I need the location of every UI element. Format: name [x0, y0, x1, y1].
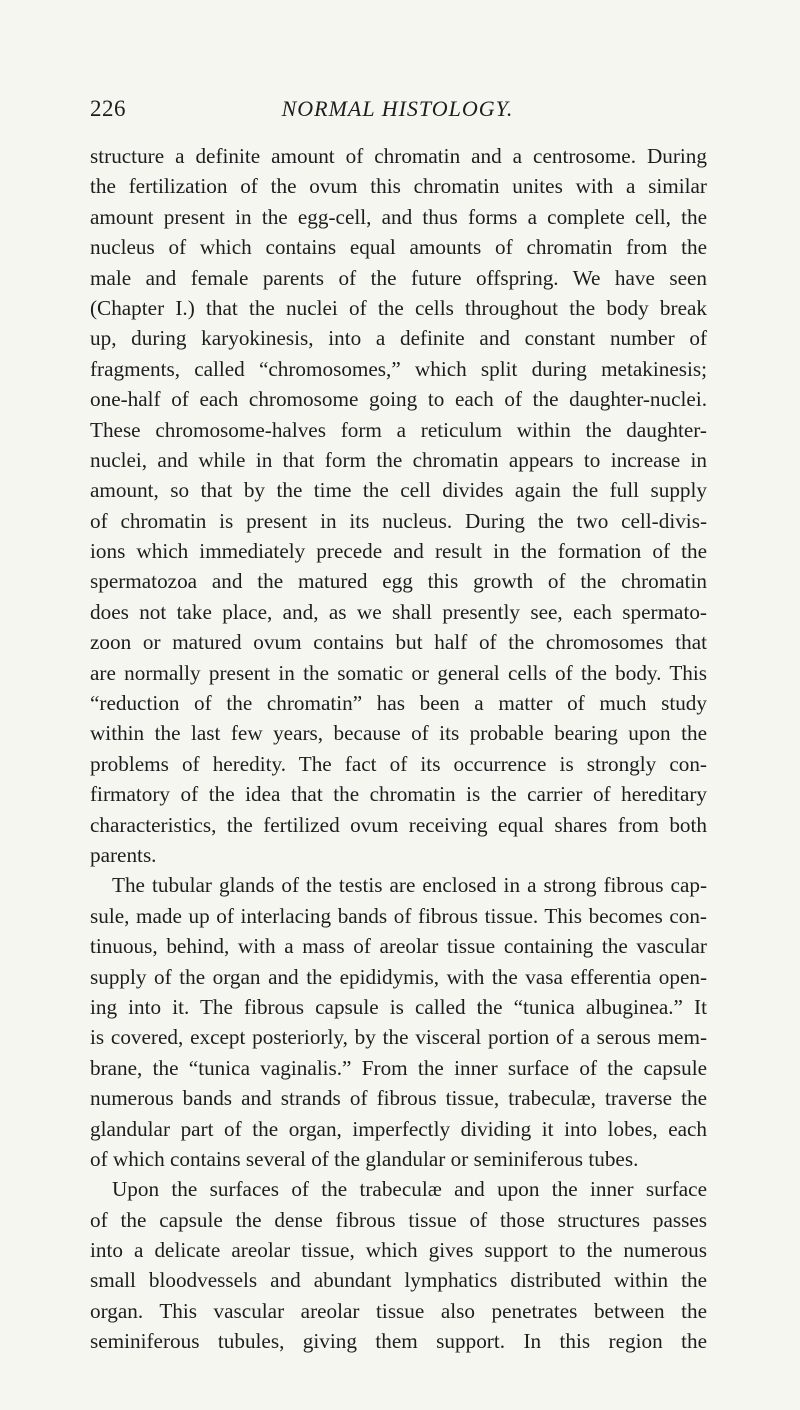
running-head: NORMAL HISTOLOGY.: [281, 96, 514, 121]
text-line: structure a definite amount of chromatin and a centrosome. During: [90, 144, 707, 168]
body-text: [90, 141, 707, 1357]
text-line: The tubular glands of the testis are enclosed in a strong fibrous cap-: [112, 873, 707, 898]
text-line: of which contains several of the glandular or seminiferous tubes.: [90, 1146, 639, 1171]
text-line: characteristics, the fertilized ovum receiving equal shares from both: [90, 812, 707, 837]
text-line: tinuous, behind, with a mass of areolar tissue containing the vascular: [90, 934, 707, 959]
text-line: numerous bands and strands of fibrous tissue, trabeculæ, traverse the: [90, 1086, 707, 1111]
text-line: amount, so that by the time the cell divides again the full supply: [90, 478, 707, 503]
text-line: spermatozoa and the matured egg this growth of the chromatin: [90, 569, 707, 594]
text-line: sule, made up of interlacing bands of fibrous tissue. This becomes con-: [90, 903, 707, 928]
text-line: of chromatin is present in its nucleus. During the two cell-divis-: [90, 508, 707, 533]
page-number: 226: [90, 96, 126, 121]
text-line: organ. This vascular areolar tissue also penetrates between the: [90, 1298, 707, 1323]
text-line: (Chapter I.) that the nuclei of the cells throughout the body break: [90, 295, 707, 320]
text-line: does not take place, and, as we shall presently see, each spermato-: [90, 599, 707, 624]
text-line: “reduction of the chromatin” has been a matter of much study: [90, 691, 707, 716]
text-line: are normally present in the somatic or general cells of the body. This: [90, 660, 707, 685]
text-line: glandular part of the organ, imperfectly dividing it into lobes, each: [90, 1116, 707, 1141]
text-line: These chromosome-halves form a reticulum within the daughter-: [90, 417, 707, 442]
text-line: problems of heredity. The fact of its occurrence is strongly con-: [90, 751, 707, 776]
text-line: nuclei, and while in that form the chromatin appears to increase in: [90, 447, 707, 472]
text-line: is covered, except posteriorly, by the visceral portion of a serous mem-: [90, 1025, 707, 1050]
text-line: the fertilization of the ovum this chromatin unites with a similar: [90, 174, 707, 199]
text-line: supply of the organ and the epididymis, with the vasa efferentia open-: [90, 964, 707, 989]
text-line: ions which immediately precede and result in the formation of the: [90, 539, 707, 564]
text-line: one-half of each chromosome going to each of the daughter-nuclei.: [90, 387, 707, 412]
text-line: small bloodvessels and abundant lymphatics distributed within the: [90, 1268, 707, 1293]
text-line: parents.: [90, 842, 157, 867]
text-line: zoon or matured ovum contains but half of the chromosomes that: [90, 630, 707, 655]
text-line: ing into it. The fibrous capsule is called the “tunica albuginea.” It: [90, 994, 707, 1019]
text-line: of the capsule the dense fibrous tissue of those structures passes: [90, 1207, 707, 1232]
text-line: firmatory of the idea that the chromatin is the carrier of hereditary: [90, 782, 707, 807]
text-line: fragments, called “chromosomes,” which split during metakinesis;: [90, 356, 707, 381]
text-line: into a delicate areolar tissue, which gives support to the numerous: [90, 1238, 707, 1263]
text-line: nucleus of which contains equal amounts of chromatin from the: [90, 235, 707, 260]
text-line: seminiferous tubules, giving them support. In this region the: [90, 1329, 707, 1354]
text-line: up, during karyokinesis, into a definite and constant number of: [90, 326, 707, 351]
text-line: Upon the surfaces of the trabeculæ and upon the inner surface: [112, 1177, 707, 1202]
page-header: [90, 96, 705, 132]
text-line: brane, the “tunica vaginalis.” From the inner surface of the capsule: [90, 1055, 707, 1080]
text-line: amount present in the egg-cell, and thus forms a complete cell, the: [90, 204, 707, 229]
text-line: male and female parents of the future offspring. We have seen: [90, 265, 707, 290]
text-line: within the last few years, because of its probable bearing upon the: [90, 721, 707, 746]
